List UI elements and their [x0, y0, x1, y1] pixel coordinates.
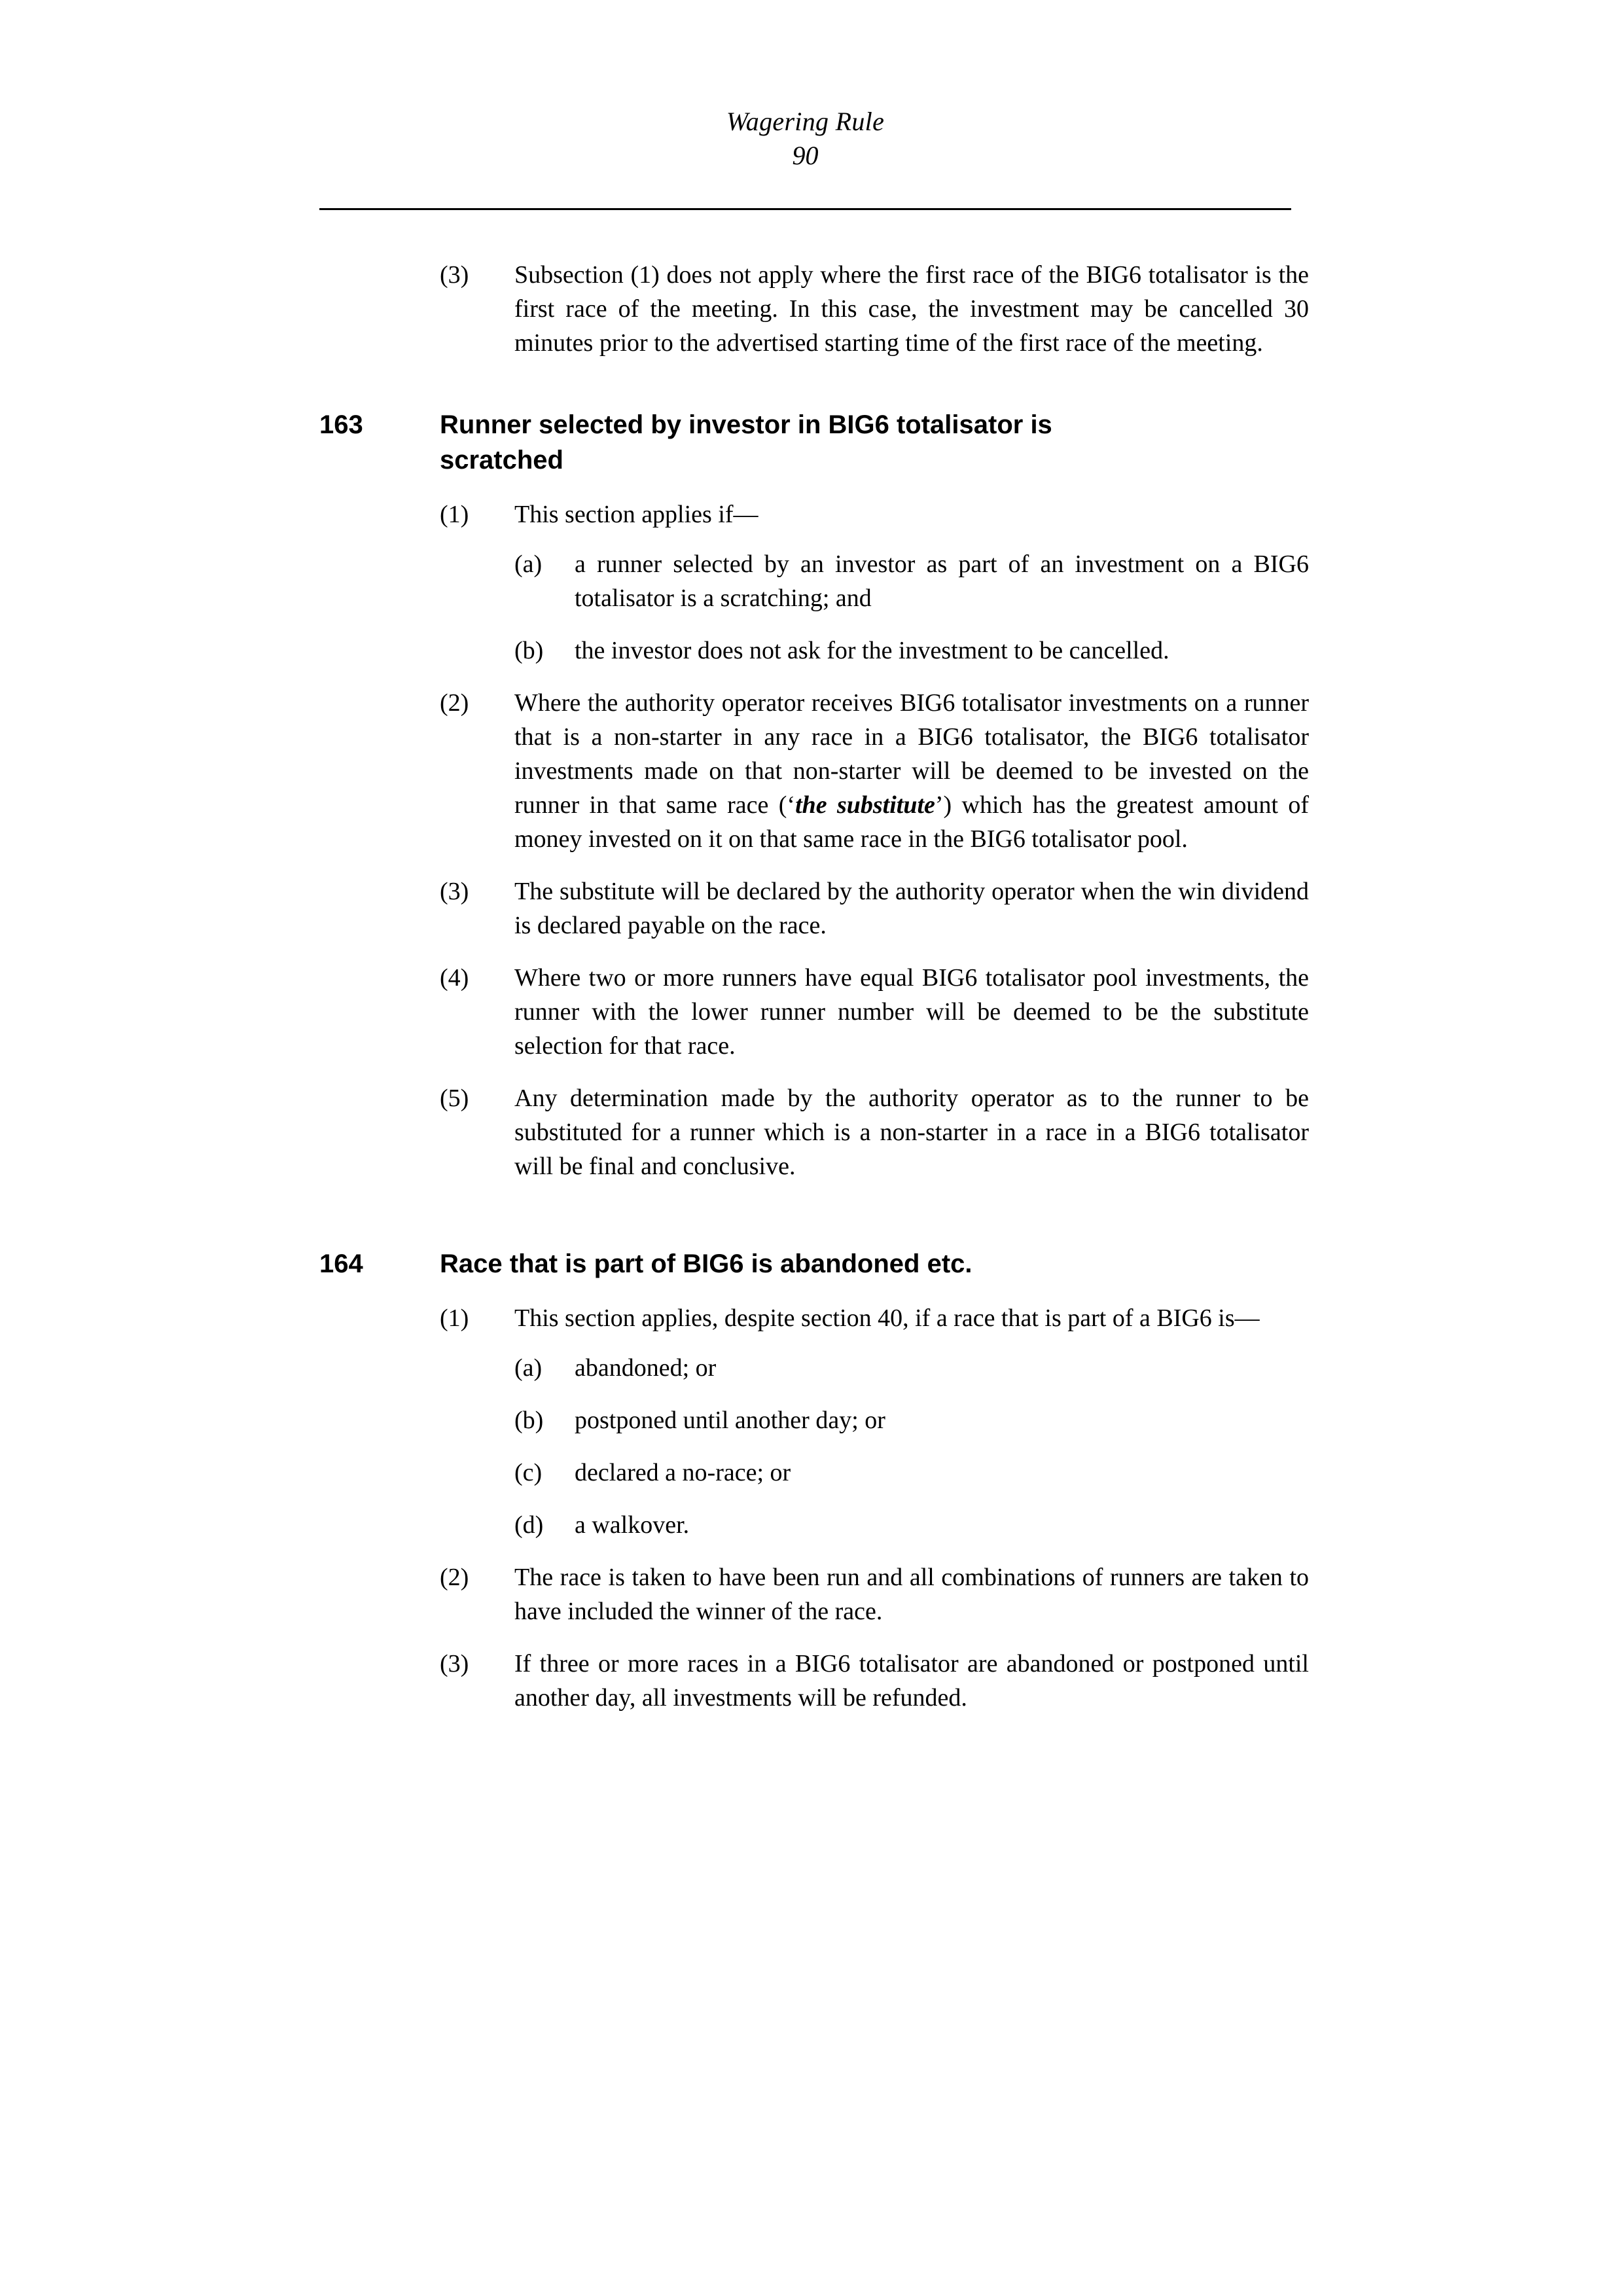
clause-text-after: ’) which has the greatest amount of money invested on it on that same race in the BIG6 totalisator pool.: [514, 791, 1309, 853]
clause-text: declared a no-race; or: [575, 1459, 791, 1486]
clause-marker: (b): [514, 637, 544, 664]
clause-163-3: [440, 874, 1309, 942]
clause-163-1: [440, 497, 1309, 531]
running-header-title: Wagering Rule: [726, 107, 885, 136]
header-divider-rule: [319, 208, 1291, 210]
page-header: [319, 105, 1291, 173]
clause-text: If three or more races in a BIG6 totalisator are abandoned or postponed until another day, all investments will be refunded.: [514, 1650, 1309, 1712]
clause-marker: (b): [514, 1407, 544, 1434]
clause-text: Where two or more runners have equal BIG6 totalisator pool investments, the runner with the lower runner number will be deemed to be the substitute selection for that race.: [514, 964, 1309, 1060]
clause-text: a runner selected by an investor as part of an investment on a BIG6 totalisator is a scratching; and: [575, 550, 1309, 612]
clause-163-1-a: [514, 547, 1309, 615]
clause-marker: (a): [514, 550, 543, 578]
clause-marker: (4): [440, 964, 469, 992]
section-number: 164: [319, 1249, 363, 1278]
clause-text: This section applies if—: [514, 501, 758, 528]
clause-164-1: [440, 1301, 1309, 1335]
clause-text: the investor does not ask for the investment to be cancelled.: [575, 637, 1169, 664]
clause-163-4: [440, 961, 1309, 1063]
document-body: [319, 258, 1309, 1733]
section-heading-164: [319, 1246, 1309, 1282]
section-heading-163: [319, 407, 1309, 478]
clause-text: postponed until another day; or: [575, 1407, 885, 1434]
section-number: 163: [319, 410, 363, 439]
clause-163-1-b: [514, 634, 1309, 668]
clause-164-1-c: [514, 1456, 1309, 1490]
clause-164-1-a: [514, 1351, 1309, 1385]
clause-text: The race is taken to have been run and all combinations of runners are taken to have included the winner of the race.: [514, 1564, 1309, 1625]
clause-164-1-b: [514, 1403, 1309, 1437]
section-title: Race that is part of BIG6 is abandoned etc.: [440, 1249, 972, 1278]
clause-continued-3: [440, 258, 1309, 360]
clause-marker: (c): [514, 1459, 543, 1486]
clause-163-2: [440, 686, 1309, 856]
clause-marker: (2): [440, 1564, 469, 1591]
clause-marker: (1): [440, 501, 469, 528]
clause-marker: (5): [440, 1085, 469, 1112]
clause-text: This section applies, despite section 40, if a race that is part of a BIG6 is—: [514, 1304, 1260, 1332]
clause-text-before: Where the authority operator receives BIG6 totalisator investments on a runner that is a non-starter in any race in a BIG6 totalisator, the BIG6 totalisator investments made on that non-starter will be deemed to be invested on the runner in that same race (‘: [514, 689, 1309, 819]
clause-text: abandoned; or: [575, 1354, 717, 1382]
clause-164-2: [440, 1560, 1309, 1628]
clause-text: [514, 686, 1309, 856]
clause-marker: (3): [440, 1650, 469, 1677]
clause-text: Subsection (1) does not apply where the first race of the BIG6 totalisator is the first race of the meeting. In this case, the investment may be cancelled 30 minutes prior to the advertised starting time of the first race of the meeting.: [514, 261, 1309, 357]
clause-marker: (3): [440, 878, 469, 905]
clause-164-1-d: [514, 1508, 1309, 1542]
clause-marker: (d): [514, 1511, 544, 1539]
section-title: Runner selected by investor in BIG6 totalisator is scratched: [440, 410, 1052, 475]
clause-marker: (2): [440, 689, 469, 717]
page-number: 90: [792, 141, 819, 170]
clause-164-3: [440, 1647, 1309, 1715]
defined-term: the substitute: [795, 791, 935, 819]
clause-text: a walkover.: [575, 1511, 690, 1539]
clause-text: The substitute will be declared by the authority operator when the win dividend is declared payable on the race.: [514, 878, 1309, 939]
clause-marker: (3): [440, 261, 469, 289]
clause-marker: (1): [440, 1304, 469, 1332]
clause-163-5: [440, 1081, 1309, 1183]
clause-marker: (a): [514, 1354, 543, 1382]
clause-text: Any determination made by the authority operator as to the runner to be substituted for a runner which is a non-starter in a race in a BIG6 totalisator will be final and conclusive.: [514, 1085, 1309, 1180]
